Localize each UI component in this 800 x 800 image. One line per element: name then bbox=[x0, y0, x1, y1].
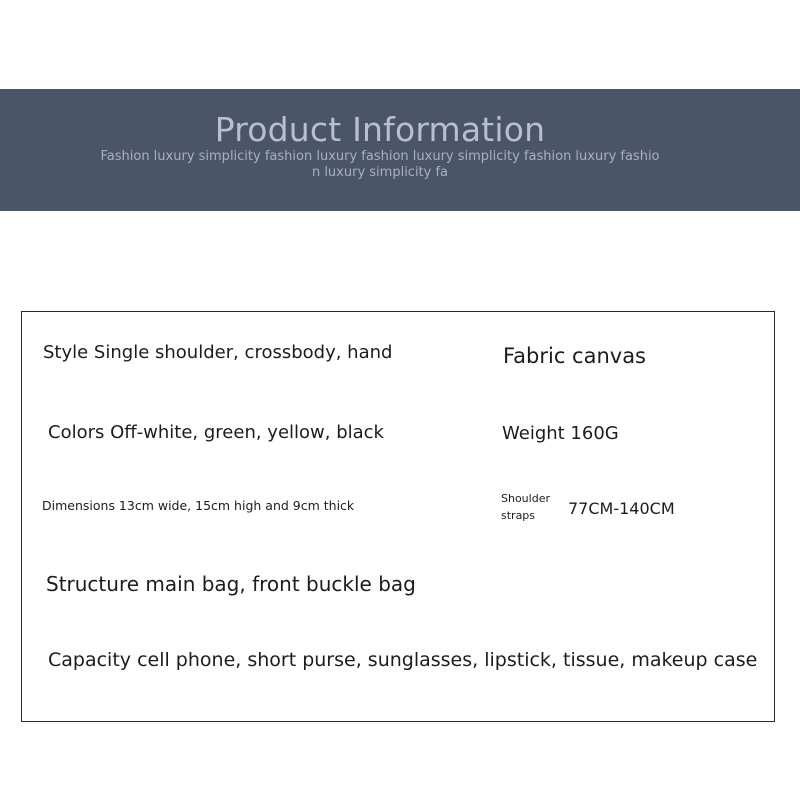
product-spec-card bbox=[21, 311, 775, 722]
spec-style: Style Single shoulder, crossbody, hand bbox=[43, 342, 393, 363]
banner-subtitle: Fashion luxury simplicity fashion luxury fashion luxury simplicity fashion luxury fashion luxury simplicity fa bbox=[100, 149, 660, 180]
spec-capacity: Capacity cell phone, short purse, sunglasses, lipstick, tissue, makeup case bbox=[48, 649, 758, 671]
shoulder-straps-label-line1: Shoulder bbox=[501, 492, 550, 505]
shoulder-straps-label-line2: straps bbox=[501, 509, 536, 522]
spec-structure: Structure main bag, front buckle bag bbox=[46, 572, 416, 596]
spec-colors: Colors Off-white, green, yellow, black bbox=[48, 422, 384, 443]
spec-weight: Weight 160G bbox=[502, 423, 619, 444]
spec-shoulder-straps-value: 77CM-140CM bbox=[568, 499, 675, 518]
page-title: Product Information bbox=[214, 110, 546, 149]
spec-dimensions: Dimensions 13cm wide, 15cm high and 9cm thick bbox=[42, 498, 355, 513]
spec-shoulder-straps-label bbox=[501, 490, 550, 524]
spec-fabric: Fabric canvas bbox=[503, 344, 647, 368]
